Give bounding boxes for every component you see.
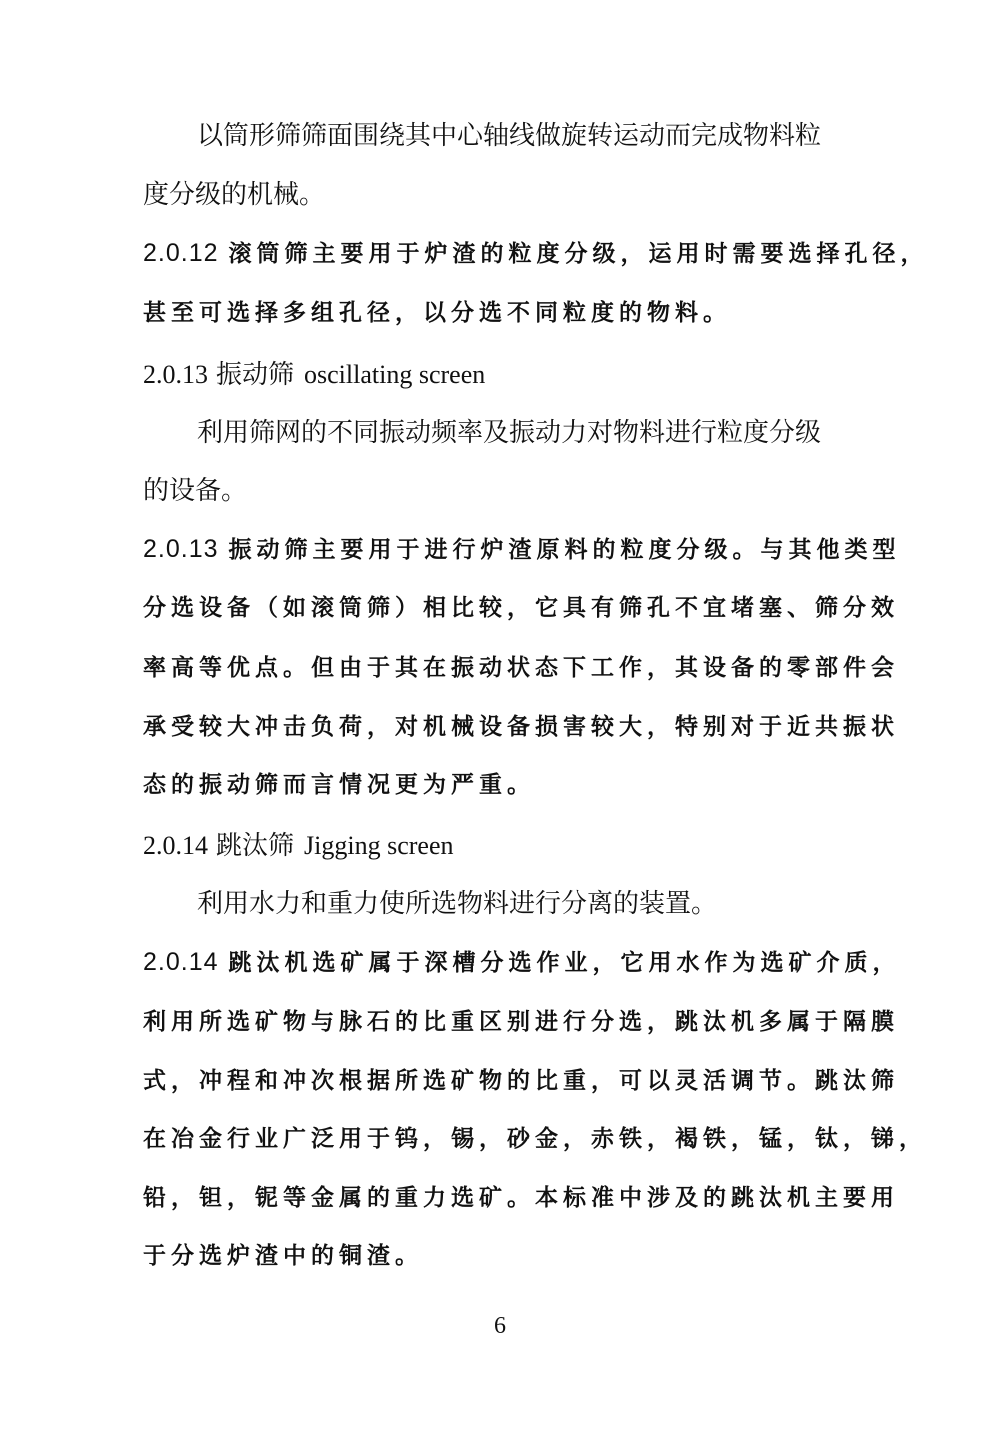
term-chinese: 振动筛 bbox=[216, 360, 295, 389]
note-line: 式，冲程和冲次根据所选矿物的比重，可以灵活调节。跳汰筛 bbox=[143, 1068, 899, 1094]
note-line: 承受较大冲击负荷，对机械设备损害较大，特别对于近共振状 bbox=[143, 714, 899, 740]
term-heading bbox=[143, 362, 485, 388]
definition-line: 利用水力和重力使所选物料进行分离的装置。 bbox=[197, 889, 718, 919]
term-english: oscillating screen bbox=[304, 360, 486, 389]
note-text: 跳汰机选矿属于深槽分选作业，它用水作为选矿介质， bbox=[228, 950, 901, 976]
note-line: 态的振动筛而言情况更为严重。 bbox=[143, 772, 535, 798]
clause-number: 2.0.13 bbox=[143, 535, 219, 563]
definition-line: 利用筛网的不同振动频率及振动力对物料进行粒度分级 bbox=[197, 418, 822, 448]
note-line: 在冶金行业广泛用于钨，锡，砂金，赤铁，褐铁，锰，钛，锑， bbox=[143, 1126, 927, 1152]
note-text: 振动筛主要用于进行炉渣原料的粒度分级。与其他类型 bbox=[228, 537, 901, 563]
definition-line: 的设备。 bbox=[143, 476, 248, 506]
term-english: Jigging screen bbox=[304, 831, 454, 860]
clause-number: 2.0.12 bbox=[143, 239, 219, 267]
note-text: 滚筒筛主要用于炉渣的粒度分级，运用时需要选择孔径， bbox=[228, 241, 929, 267]
note-line bbox=[143, 537, 901, 562]
definition-line: 度分级的机械。 bbox=[143, 180, 326, 210]
note-line: 利用所选矿物与脉石的比重区别进行分选，跳汰机多属于隔膜 bbox=[143, 1009, 899, 1035]
clause-number: 2.0.14 bbox=[143, 831, 208, 860]
clause-number: 2.0.14 bbox=[143, 948, 219, 976]
note-line bbox=[143, 950, 901, 975]
note-line bbox=[143, 241, 929, 266]
definition-line: 以筒形筛筛面围绕其中心轴线做旋转运动而完成物料粒 bbox=[197, 121, 822, 151]
note-line: 分选设备（如滚筒筛）相比较，它具有筛孔不宜堵塞、筛分效 bbox=[143, 595, 899, 621]
note-line: 率高等优点。但由于其在振动状态下工作，其设备的零部件会 bbox=[143, 655, 899, 681]
clause-number: 2.0.13 bbox=[143, 360, 208, 389]
note-line: 甚至可选择多组孔径，以分选不同粒度的物料。 bbox=[143, 300, 731, 326]
term-chinese: 跳汰筛 bbox=[216, 831, 295, 860]
note-line: 铅，钽，铌等金属的重力选矿。本标准中涉及的跳汰机主要用 bbox=[143, 1185, 899, 1211]
note-line: 于分选炉渣中的铜渣。 bbox=[143, 1243, 423, 1269]
page-number: 6 bbox=[494, 1313, 506, 1339]
term-heading bbox=[143, 833, 453, 859]
